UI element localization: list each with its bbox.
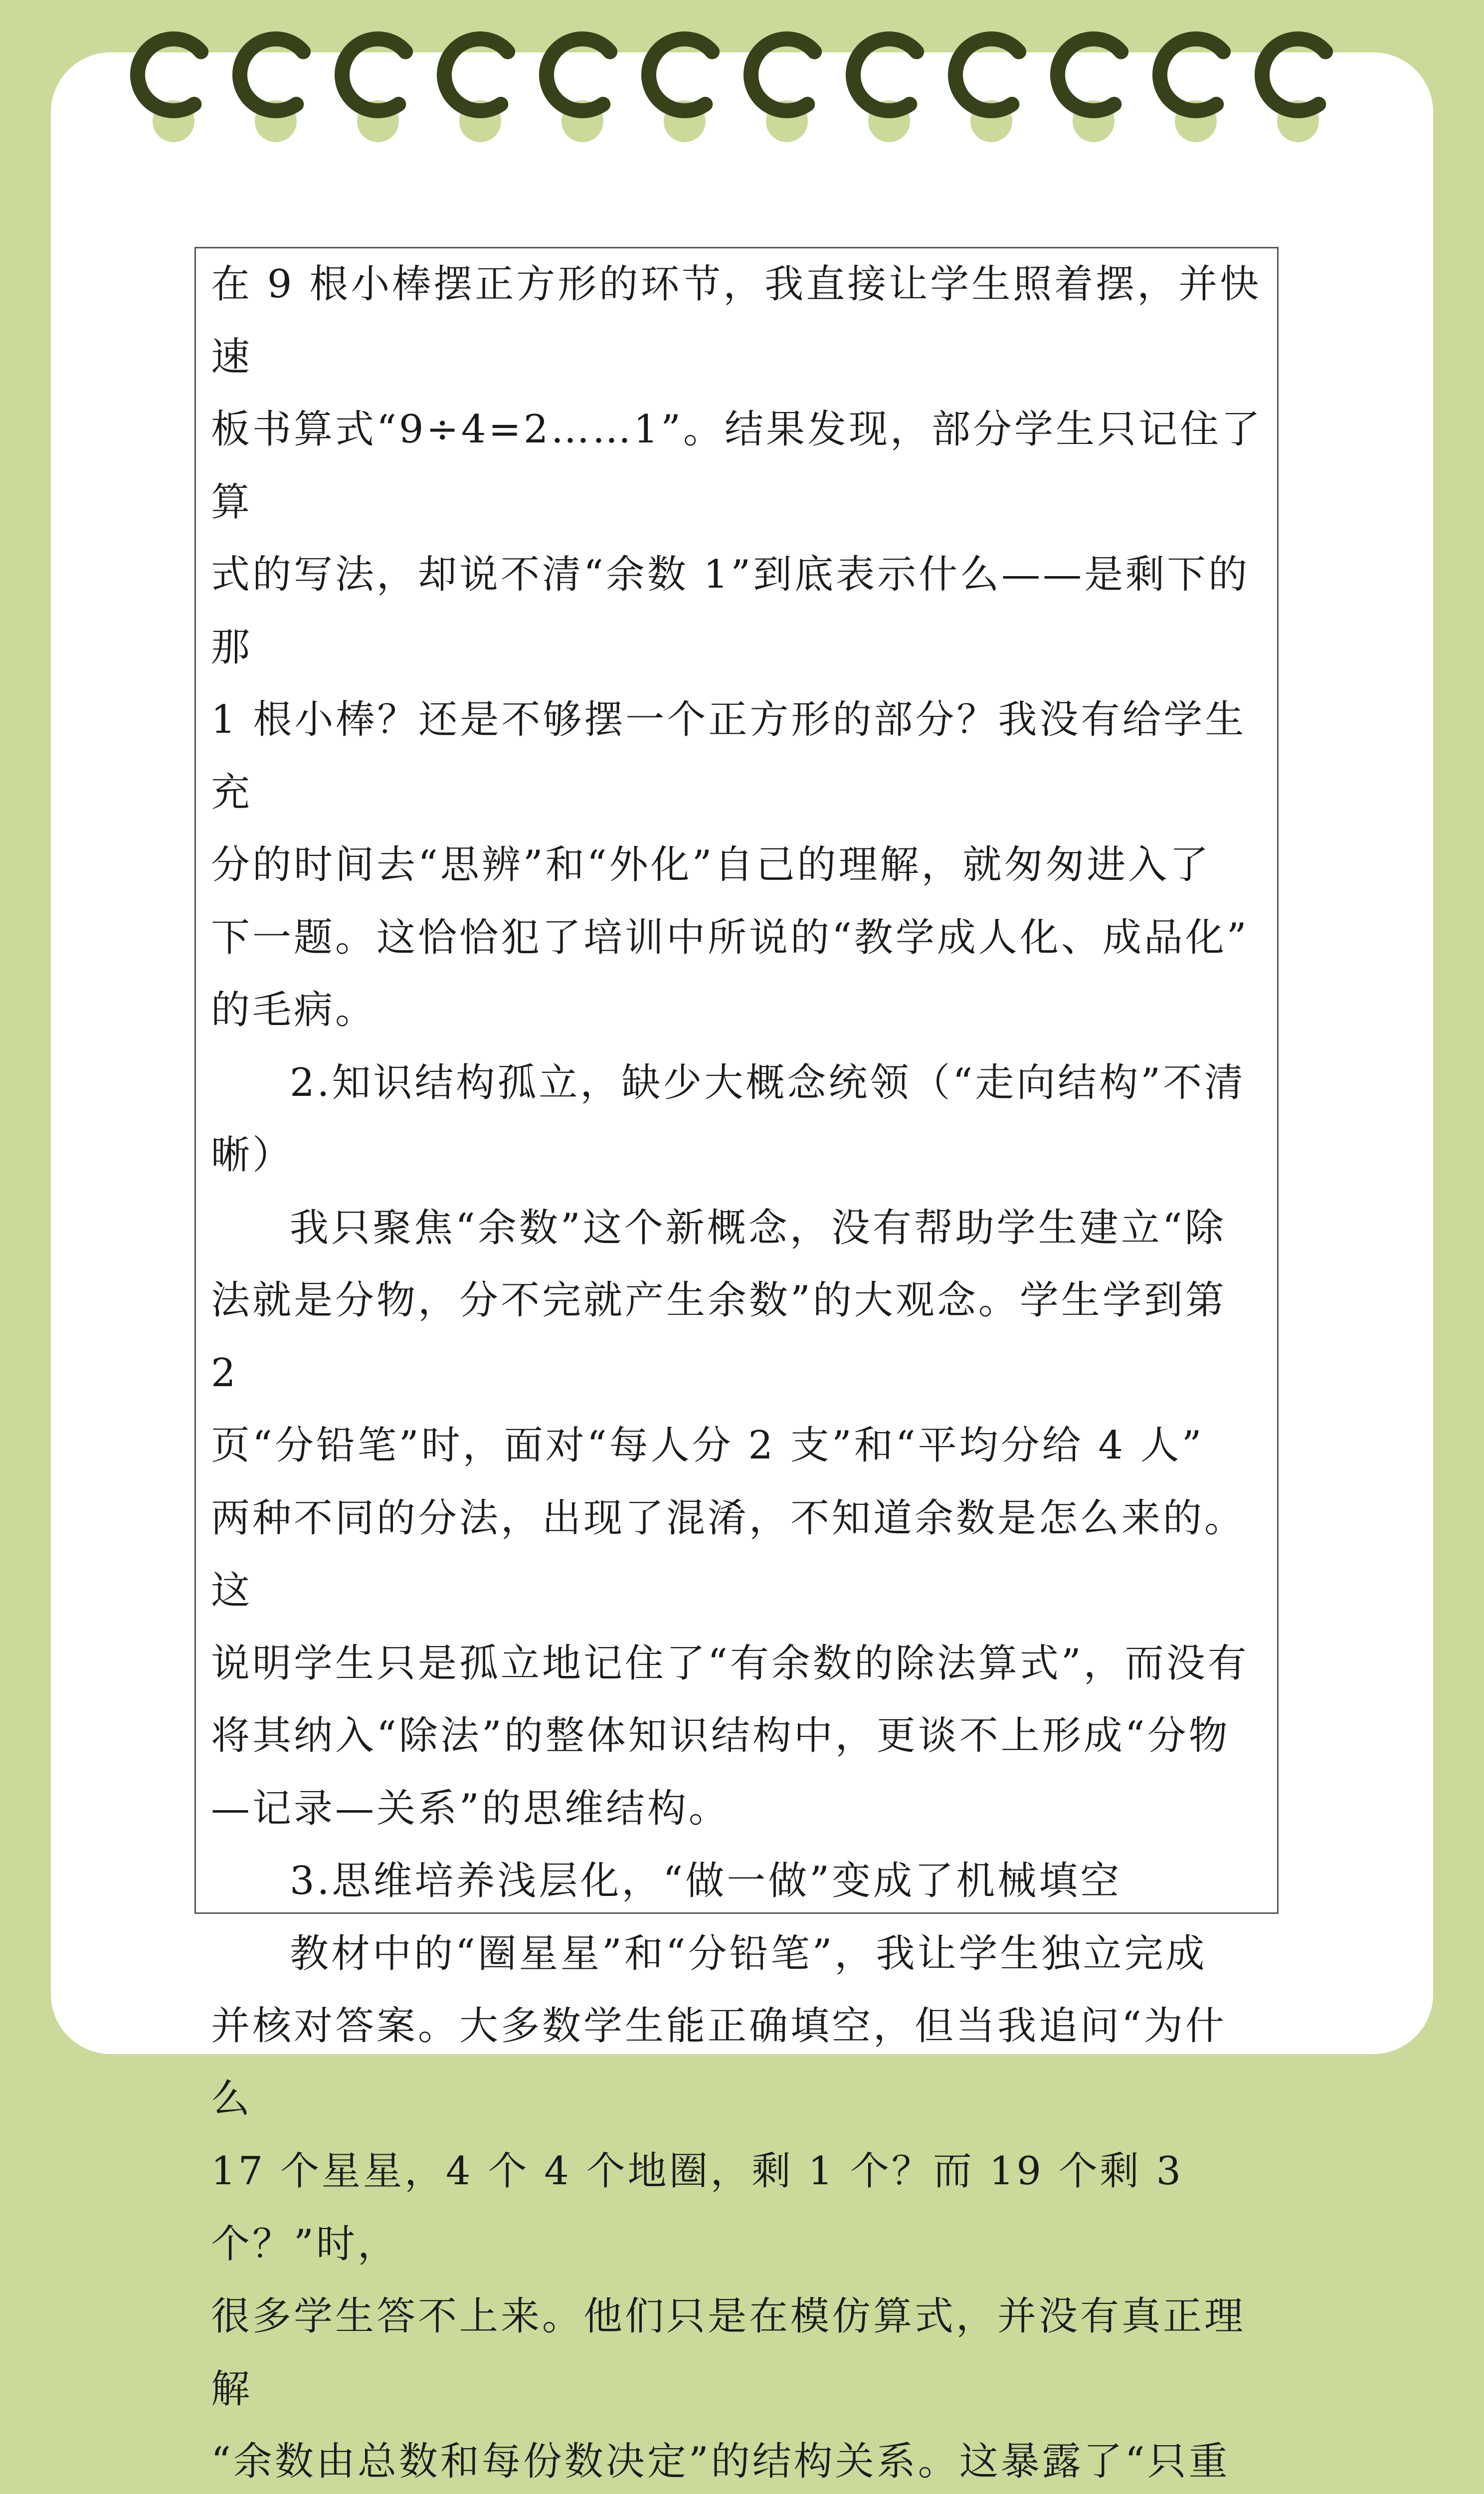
paragraph xyxy=(211,248,1267,1047)
spiral-ring-icon xyxy=(547,39,610,142)
paragraph xyxy=(211,1192,1267,1846)
text-line: 我只聚焦“余数”这个新概念，没有帮助学生建立“除 xyxy=(290,1206,1226,1250)
text-line: 教材中的“圈星星”和“分铅笔”，我让学生独立完成 xyxy=(290,1931,1207,1976)
binding-ring xyxy=(1262,39,1325,111)
text-line: 说明学生只是孤立地记住了“有余数的除法算式”，而没有 xyxy=(211,1641,1249,1686)
binding-ring xyxy=(1160,39,1223,111)
text-line: 分的时间去“思辨”和“外化”自己的理解，就匆匆进入了 xyxy=(211,842,1211,887)
spiral-ring-icon xyxy=(1160,39,1223,142)
text-line: 式的写法，却说不清“余数 1”到底表示什么——是剩下的那 xyxy=(211,552,1250,670)
binding-ring xyxy=(547,39,610,111)
spiral-ring-icon xyxy=(649,39,712,142)
text-line: 并核对答案。大多数学生能正确填空，但当我追问“为什么 xyxy=(211,2004,1227,2121)
binding-ring xyxy=(342,39,405,111)
paragraph xyxy=(211,1845,1267,1918)
binding-ring xyxy=(649,39,712,111)
spiral-ring-icon xyxy=(138,39,201,142)
spiral-ring-icon xyxy=(955,39,1019,142)
binding-ring xyxy=(853,39,917,111)
text-box xyxy=(194,247,1279,1914)
paragraph xyxy=(211,1047,1267,1192)
text-line: 的毛病。 xyxy=(211,988,376,1033)
spiral-ring-icon xyxy=(342,39,405,142)
text-line: “余数由总数和每份数决定”的结构关系。这暴露了“只重 xyxy=(211,2439,1230,2484)
text-line: 很多学生答不上来。他们只是在模仿算式，并没有真正理解 xyxy=(211,2294,1246,2412)
text-line: 板书算式“9÷4=2……1”。结果发现，部分学生只记住了算 xyxy=(211,407,1263,525)
spiral-ring-icon xyxy=(444,39,508,142)
text-line: 法就是分物，分不完就产生余数”的大观念。学生学到第 2 xyxy=(211,1278,1227,1396)
spiral-ring-icon xyxy=(1262,39,1325,142)
spiral-binding xyxy=(0,0,1484,150)
text-line: 在 9 根小棒摆正方形的环节，我直接让学生照着摆，并快速 xyxy=(211,262,1261,380)
text-line: 下一题。这恰恰犯了培训中所说的“教学成人化、成品化” xyxy=(211,915,1249,960)
text-line: 3.思维培养浅层化，“做一做”变成了机械填空 xyxy=(290,1859,1121,1903)
spiral-ring-icon xyxy=(853,39,917,142)
paragraph xyxy=(211,1918,1267,2494)
text-line: 晰） xyxy=(211,1133,294,1178)
binding-ring xyxy=(444,39,508,111)
text-line: 两种不同的分法，出现了混淆，不知道余数是怎么来的。这 xyxy=(211,1496,1246,1614)
text-line: 将其纳入“除法”的整体知识结构中，更谈不上形成“分物 xyxy=(211,1713,1230,1758)
text-line: 页“分铅笔”时，面对“每人分 2 支”和“平均分给 4 人” xyxy=(211,1423,1204,1468)
binding-ring xyxy=(751,39,814,111)
text-line: 17 个星星，4 个 4 个地圈，剩 1 个？而 19 个剩 3 个？”时， xyxy=(211,2149,1183,2267)
binding-ring xyxy=(138,39,201,111)
text-line: 1 根小棒？还是不够摆一个正方形的部分？我没有给学生充 xyxy=(211,697,1246,815)
text-line: —记录—关系”的思维结构。 xyxy=(211,1786,730,1831)
spiral-ring-icon xyxy=(751,39,814,142)
spiral-ring-icon xyxy=(240,39,303,142)
spiral-ring-icon xyxy=(1058,39,1121,142)
binding-ring xyxy=(240,39,303,111)
binding-ring xyxy=(955,39,1019,111)
document-body xyxy=(211,248,1267,2494)
binding-ring xyxy=(1058,39,1121,111)
text-line: 2.知识结构孤立，缺少大概念统领（“走向结构”不清 xyxy=(290,1060,1246,1105)
